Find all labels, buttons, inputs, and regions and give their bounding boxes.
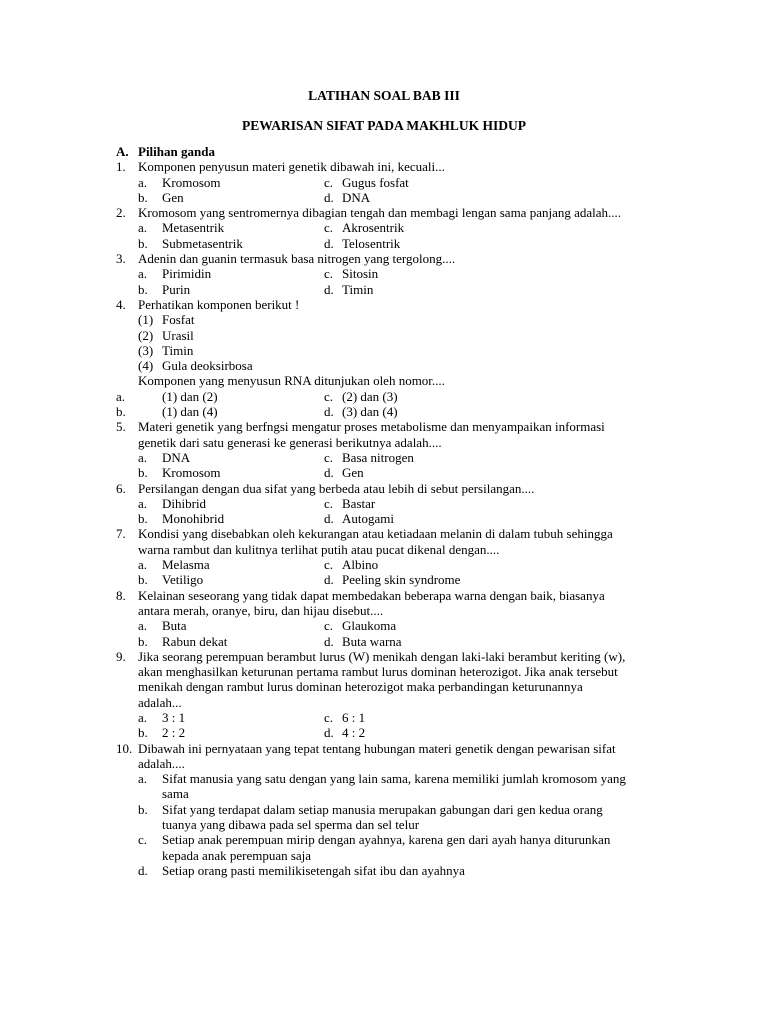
question-text: akan menghasilkan keturunan pertama rambut lurus dominan heterozigot. Jika anak tersebut: [138, 664, 618, 680]
question-text: adalah....: [138, 755, 185, 771]
option-letter: a.: [138, 709, 148, 725]
option-text: (1) dan (4): [162, 404, 218, 420]
option-text: Kromosom: [162, 174, 221, 190]
option-letter: a.: [116, 388, 126, 404]
question-text: menikah dengan rambut lurus dominan heterozigot maka perbandingan keturunannya: [138, 679, 583, 695]
question-list: [116, 144, 686, 878]
option-text: Submetasentrik: [162, 235, 243, 251]
item-text: Urasil: [162, 327, 194, 343]
option-letter: a.: [138, 220, 148, 236]
question-text: Kromosom yang sentromernya dibagian tengah dan membagi lengan sama panjang adalah....: [138, 205, 622, 221]
question-text-line: [116, 756, 686, 771]
option-letter: c.: [324, 388, 334, 404]
option-letter: a.: [138, 771, 148, 787]
option-text: Akrosentrik: [342, 220, 405, 236]
item-text: Gula deoksirbosa: [162, 358, 253, 374]
option-letter: b.: [138, 235, 148, 251]
option-letter: b.: [138, 725, 148, 741]
question-number: 6.: [116, 480, 126, 496]
option-row: [116, 190, 686, 205]
option-text: Basa nitrogen: [342, 449, 414, 465]
option-text: Purin: [162, 281, 191, 297]
question-number: 7.: [116, 526, 126, 542]
option-text: kepada anak perempuan saja: [162, 847, 312, 863]
question-number: 5.: [116, 419, 126, 435]
option-text: Pirimidin: [162, 266, 212, 282]
option-letter: b.: [138, 633, 148, 649]
option-text: DNA: [162, 449, 191, 465]
option-text: Timin: [342, 281, 374, 297]
option-letter: c.: [324, 174, 334, 190]
question-2: [116, 205, 686, 220]
option-text: Vetiligo: [162, 572, 204, 588]
option-text: 4 : 2: [342, 725, 366, 741]
option-letter: c.: [324, 449, 334, 465]
question-number: 4.: [116, 296, 126, 312]
option-row: [116, 175, 686, 190]
long-option-continued: [116, 817, 686, 832]
option-text: Buta: [162, 618, 187, 634]
option-letter: a.: [138, 557, 148, 573]
long-option-continued: [116, 786, 686, 801]
question-text: Komponen yang menyusun RNA ditunjukan oleh nomor....: [138, 373, 445, 389]
option-letter: b.: [138, 511, 148, 527]
document-subtitle: PEWARISAN SIFAT PADA MAKHLUK HIDUP: [241, 118, 527, 133]
option-letter: c.: [324, 709, 334, 725]
question-text: Dibawah ini pernyataan yang tepat tentang hubungan materi genetik dengan pewarisan sifat: [138, 740, 616, 756]
long-option-continued: [116, 848, 686, 863]
question-5: [116, 419, 686, 434]
question-1: [116, 159, 686, 174]
question-8: [116, 588, 686, 603]
option-letter: d.: [324, 404, 334, 420]
option-letter: b.: [138, 801, 148, 817]
option-text: Buta warna: [342, 633, 402, 649]
question-text: warna rambut dan kulitnya terlihat putih atau pucat dikenal dengan....: [138, 541, 500, 557]
option-letter: d.: [324, 633, 334, 649]
question-text: genetik dari satu generasi ke generasi berikutnya adalah....: [138, 434, 442, 450]
option-row: [116, 511, 686, 526]
option-text: Glaukoma: [342, 618, 397, 634]
option-text: Sitosin: [342, 266, 379, 282]
option-row: [116, 404, 686, 419]
option-letter: d.: [324, 281, 334, 297]
option-row: [116, 450, 686, 465]
option-row: [116, 389, 686, 404]
question-7: [116, 526, 686, 541]
question-number: 8.: [116, 587, 126, 603]
option-text: Kromosom: [162, 465, 221, 481]
document-title: LATIHAN SOAL BAB III: [308, 88, 460, 103]
option-text: Bastar: [342, 495, 376, 511]
question-text: antara merah, oranye, biru, dan hijau disebut....: [138, 602, 384, 618]
question-text-line: [116, 679, 686, 694]
question-10: [116, 741, 686, 756]
option-text: 6 : 1: [342, 709, 366, 725]
question-6: [116, 481, 686, 496]
list-item: [116, 328, 686, 343]
option-text: 2 : 2: [162, 725, 186, 741]
option-text: Telosentrik: [342, 235, 401, 251]
option-row: [116, 557, 686, 572]
question-3: [116, 251, 686, 266]
option-text: sama: [162, 786, 189, 802]
option-text: Peeling skin syndrome: [342, 572, 461, 588]
option-row: [116, 618, 686, 633]
question-text-line: [116, 435, 686, 450]
option-text: (2) dan (3): [342, 388, 398, 404]
long-option: [116, 802, 686, 817]
option-letter: c.: [324, 266, 334, 282]
option-text: Dihibrid: [162, 495, 207, 511]
option-text: Metasentrik: [162, 220, 225, 236]
question-text: Persilangan dengan dua sifat yang berbeda atau lebih di sebut persilangan....: [138, 480, 535, 496]
option-letter: d.: [324, 189, 334, 205]
question-number: 1.: [116, 159, 126, 175]
option-row: [116, 710, 686, 725]
option-letter: d.: [324, 725, 334, 741]
option-row: [116, 465, 686, 480]
option-letter: a.: [138, 495, 148, 511]
option-text: 3 : 1: [162, 709, 186, 725]
question-text: Kelainan seseorang yang tidak dapat membedakan beberapa warna dengan baik, biasanya: [138, 587, 605, 603]
item-text: Timin: [162, 342, 194, 358]
option-letter: d.: [324, 511, 334, 527]
long-option: [116, 863, 686, 878]
item-number: (4): [138, 358, 154, 374]
question-number: 9.: [116, 648, 126, 664]
option-row: [116, 282, 686, 297]
option-text: Sifat manusia yang satu dengan yang lain sama, karena memiliki jumlah kromosom yang: [162, 771, 626, 787]
option-letter: a.: [138, 266, 148, 282]
option-letter: b.: [138, 281, 148, 297]
option-letter: d.: [324, 465, 334, 481]
list-item: [116, 343, 686, 358]
option-text: Gugus fosfat: [342, 174, 409, 190]
option-letter: b.: [138, 189, 148, 205]
long-option: [116, 832, 686, 847]
option-letter: d.: [324, 235, 334, 251]
question-text: adalah...: [138, 694, 182, 710]
option-letter: a.: [138, 174, 148, 190]
list-item: [116, 312, 686, 327]
option-text: Albino: [342, 557, 379, 573]
option-text: (1) dan (2): [162, 388, 218, 404]
option-text: tuanya yang dibawa pada sel sperma dan sel telur: [162, 817, 420, 833]
item-number: (3): [138, 342, 154, 358]
option-letter: c.: [324, 495, 334, 511]
option-text: (3) dan (4): [342, 404, 398, 420]
option-letter: c.: [324, 618, 334, 634]
option-letter: b.: [116, 404, 126, 420]
long-option: [116, 771, 686, 786]
question-text: Adenin dan guanin termasuk basa nitrogen yang tergolong....: [138, 251, 456, 267]
question-text-line: [116, 373, 686, 388]
question-text-line: [116, 695, 686, 710]
option-row: [116, 634, 686, 649]
option-letter: d.: [324, 572, 334, 588]
option-letter: b.: [138, 572, 148, 588]
question-text-line: [116, 542, 686, 557]
question-text: Komponen penyusun materi genetik dibawah ini, kecuali...: [138, 159, 445, 175]
option-letter: c.: [138, 832, 148, 848]
question-text: Perhatikan komponen berikut !: [138, 296, 300, 312]
option-row: [116, 220, 686, 235]
section-heading: [116, 144, 686, 159]
option-letter: c.: [324, 557, 334, 573]
option-letter: b.: [138, 465, 148, 481]
option-text: DNA: [342, 189, 371, 205]
option-letter: a.: [138, 449, 148, 465]
option-text: Sifat yang terdapat dalam setiap manusia merupakan gabungan dari gen kedua orang: [162, 801, 603, 817]
question-9: [116, 649, 686, 664]
question-text: Materi genetik yang berfngsi mengatur proses metabolisme dan menyampaikan informasi: [138, 419, 605, 435]
item-number: (2): [138, 327, 154, 343]
option-text: Melasma: [162, 557, 210, 573]
option-text: Monohibrid: [162, 511, 225, 527]
question-number: 2.: [116, 205, 126, 221]
option-letter: d.: [138, 862, 148, 878]
question-text: Jika seorang perempuan berambut lurus (W) menikah dengan laki-laki berambut keriting (w),: [138, 648, 626, 664]
option-row: [116, 236, 686, 251]
option-row: [116, 572, 686, 587]
option-row: [116, 266, 686, 281]
option-text: Gen: [162, 189, 184, 205]
option-row: [116, 496, 686, 511]
option-letter: c.: [324, 220, 334, 236]
item-text: Fosfat: [162, 312, 195, 328]
question-number: 10.: [116, 740, 133, 756]
section-title: Pilihan ganda: [138, 144, 215, 159]
option-text: Setiap orang pasti memilikisetengah sifat ibu dan ayahnya: [162, 862, 465, 878]
option-text: Setiap anak perempuan mirip dengan ayahnya, karena gen dari ayah hanya diturunkan: [162, 832, 611, 848]
option-text: Autogami: [342, 511, 394, 527]
item-number: (1): [138, 312, 154, 328]
question-4: [116, 297, 686, 312]
option-text: Rabun dekat: [162, 633, 228, 649]
question-text-line: [116, 664, 686, 679]
list-item: [116, 358, 686, 373]
option-text: Gen: [342, 465, 364, 481]
option-letter: a.: [138, 618, 148, 634]
question-number: 3.: [116, 251, 126, 267]
option-row: [116, 725, 686, 740]
question-text: Kondisi yang disebabkan oleh kekurangan atau ketiadaan melanin di dalam tubuh sehingga: [138, 526, 613, 542]
question-text-line: [116, 603, 686, 618]
section-letter: A.: [116, 144, 129, 159]
